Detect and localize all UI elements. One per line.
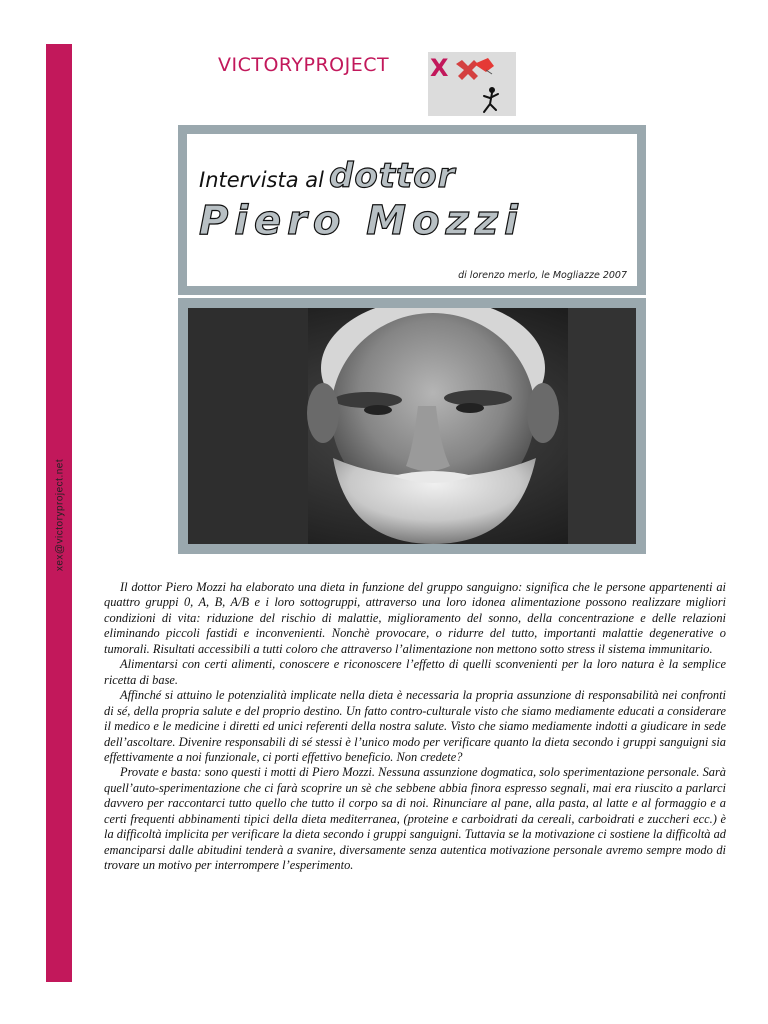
title-line-1 [199,156,455,196]
article-paragraph: Affinché si attuino le potenzialità implicate nella dieta è necessaria la propria assunzione di responsabilità nei confronti di sé, della propria salute e del proprio destino. Un fatto contro-culturale visto che siamo mediamente educati a considerare il medico e le medicine i diretti ed unici referenti della nostra salute. Visto che siamo mediamente indotti a giudicare in sede dell’ascoltare. Divenire responsabili di sé stessi è l’unico modo per verificare quanto la dieta secondo i gruppi sanguigni sia effettivamente a noi funzionale, ci porti effettivo beneficio. Non credete? [104,688,726,764]
title-panel [187,134,637,286]
title-frame [178,125,646,295]
logo-x-figure-icon [428,52,516,116]
logo[interactable] [218,50,518,116]
portrait-photo [188,308,636,544]
title-name: Piero Mozzi [199,198,524,244]
logo-image [428,52,516,116]
photo-frame [178,298,646,554]
title-emphasis: dottor [329,156,456,196]
article-paragraph: Provate e basta: sono questi i motti di Piero Mozzi. Nessuna assunzione dogmatica, solo sperimentazione personale. Sarà quell’auto-sperimentazione che ci farà scoprire un sè che sebbene abbia finora espresso segnali, mai era riuscito a parlarci davvero per raccontarci tutto quello che tutto il corpo sa di noi. Rinunciare al pane, alla pasta, al latte e al formaggio e a certi frequenti abbinamenti tipici della dieta mediterranea, (proteine e carboidrati da cereali, carboidrati e zuccheri ecc.) è la difficoltà implicita per verificare la dieta secondo i gruppi sanguigni. Tuttavia se la motivazione ci sostiene la difficoltà ad emanciparsi dalle abitudini tenderà a svanire, diversamente senza autentica motivazione personale avremo sempre modo di trovare un motivo per interrompere l’esperimento. [104,765,726,873]
logo-mark: X [430,54,449,82]
logo-text: VICTORYPROJECT [218,54,390,76]
article-body [104,580,726,874]
title-prefix: Intervista al [199,168,324,192]
byline: di lorenzo merlo, le Mogliazze 2007 [458,270,627,281]
article-paragraph: Alimentarsi con certi alimenti, conoscere e riconoscere l’effetto di quelli sconvenienti per la loro natura è la semplice ricetta di base. [104,657,726,687]
portrait-image [188,308,636,544]
article-paragraph: Il dottor Piero Mozzi ha elaborato una dieta in funzione del gruppo sanguigno: significa che le persone appartenenti ai quattro gruppi 0, A, B, A/B e i loro sottogruppi, attraverso una loro idonea alimentazione possono realizzare migliori condizioni di vita: riduzione del rischio di malattie, miglioramento del sonno, della concentrazione e delle relazioni eliminando piccoli fastidi e inconvenienti. Nonchè provocare, o ridurre del tutto, importanti malattie degenerative o tumorali. Risultati accessibili a tutti coloro che attraverso l’alimentazione non mettono sotto stress il sistema immunitario. [104,580,726,656]
sidebar-email[interactable]: xex@victoryproject.net [54,458,66,572]
